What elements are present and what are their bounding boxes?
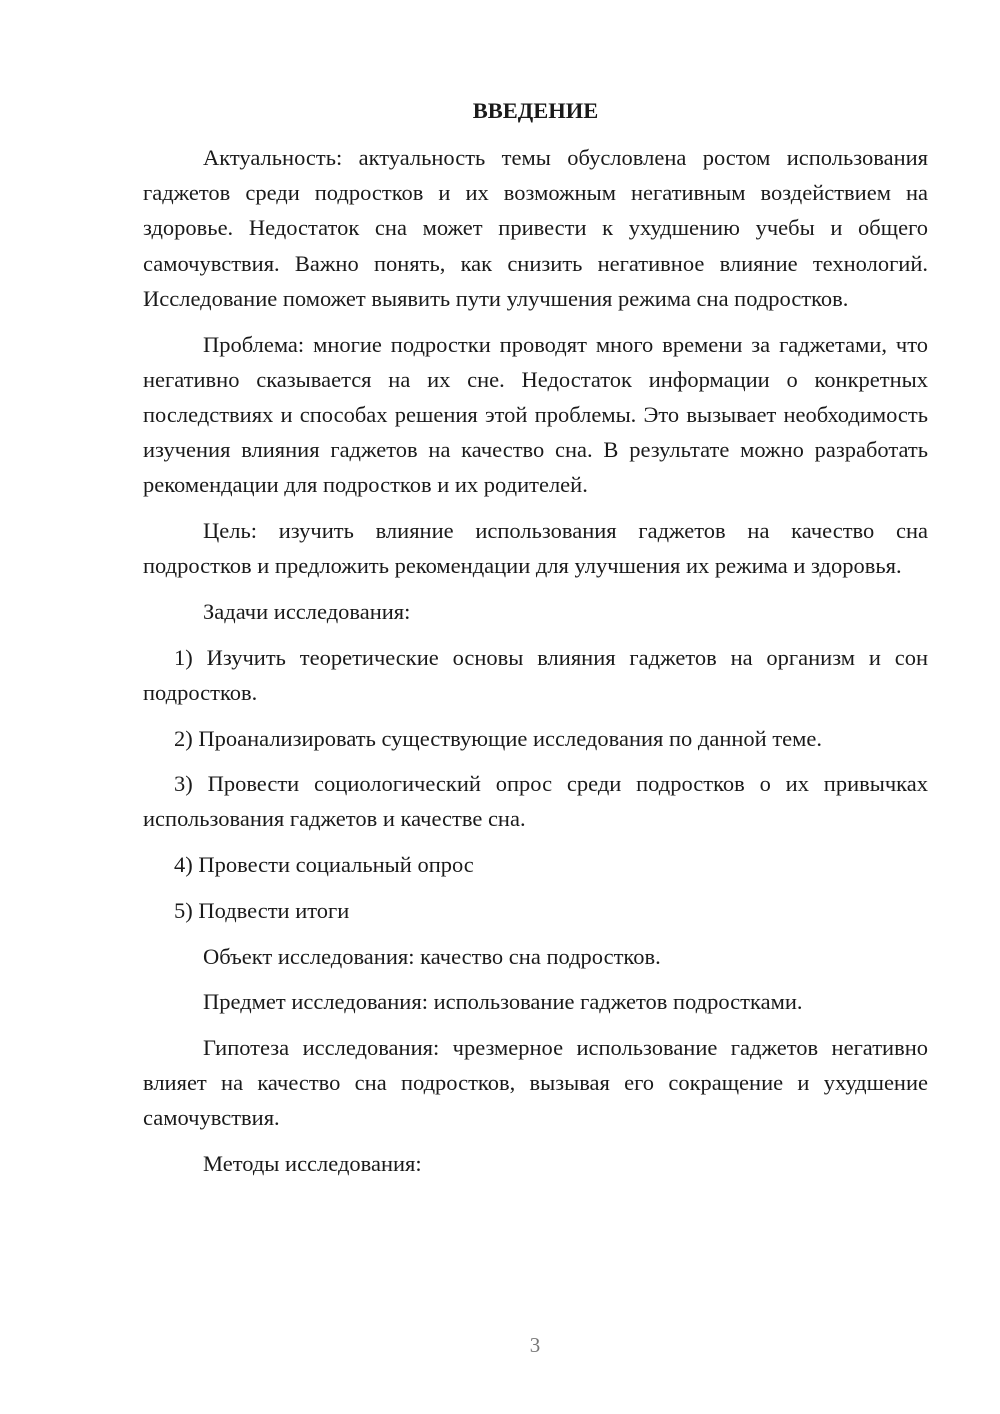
- goal-paragraph: Цель: изучить влияние использования гаджетов на качество сна подростков и предложить рекомендации для улучшения их режима и здоровья.: [143, 518, 928, 579]
- object-paragraph: Объект исследования: качество сна подростков.: [203, 943, 661, 969]
- section-heading: ВВЕДЕНИЕ: [472, 98, 599, 123]
- page-body: [143, 93, 928, 1192]
- hypothesis-paragraph: Гипотеза исследования: чрезмерное использование гаджетов негативно влияет на качество сна подростков, вызывая его сокращение и ухудшение самочувствия.: [143, 1034, 928, 1131]
- task-item: 1) Изучить теоретические основы влияния гаджетов на организм и сон подростков.: [143, 644, 928, 705]
- page-number: 3: [529, 1333, 541, 1357]
- methods-heading: Методы исследования:: [203, 1151, 422, 1177]
- tasks-heading: Задачи исследования:: [203, 598, 411, 624]
- task-item: 4) Провести социальный опрос: [174, 852, 474, 878]
- task-item: 5) Подвести итоги: [174, 897, 350, 923]
- problem-paragraph: Проблема: многие подростки проводят много времени за гаджетами, что негативно сказывается на их сне. Недостаток информации о конкретных последствиях и способах решения этой проблемы. Это вызывает необходимость изучения влияния гаджетов на качество сна. В результате можно разработать рекомендации для подростков и их родителей.: [143, 331, 928, 498]
- relevance-paragraph: Актуальность: актуальность темы обусловлена ростом использования гаджетов среди подростков и их возможным негативным воздействием на здоровье. Недостаток сна может привести к ухудшению учебы и общего самочувствия. Важно понять, как снизить негативное влияние технологий. Исследование поможет выявить пути улучшения режима сна подростков.: [143, 145, 928, 311]
- task-item: 2) Проанализировать существующие исследования по данной теме.: [174, 725, 823, 751]
- subject-paragraph: Предмет исследования: использование гаджетов подростками.: [203, 989, 803, 1015]
- task-item: 3) Провести социологический опрос среди подростков о их привычках использования гаджетов и качестве сна.: [143, 771, 928, 832]
